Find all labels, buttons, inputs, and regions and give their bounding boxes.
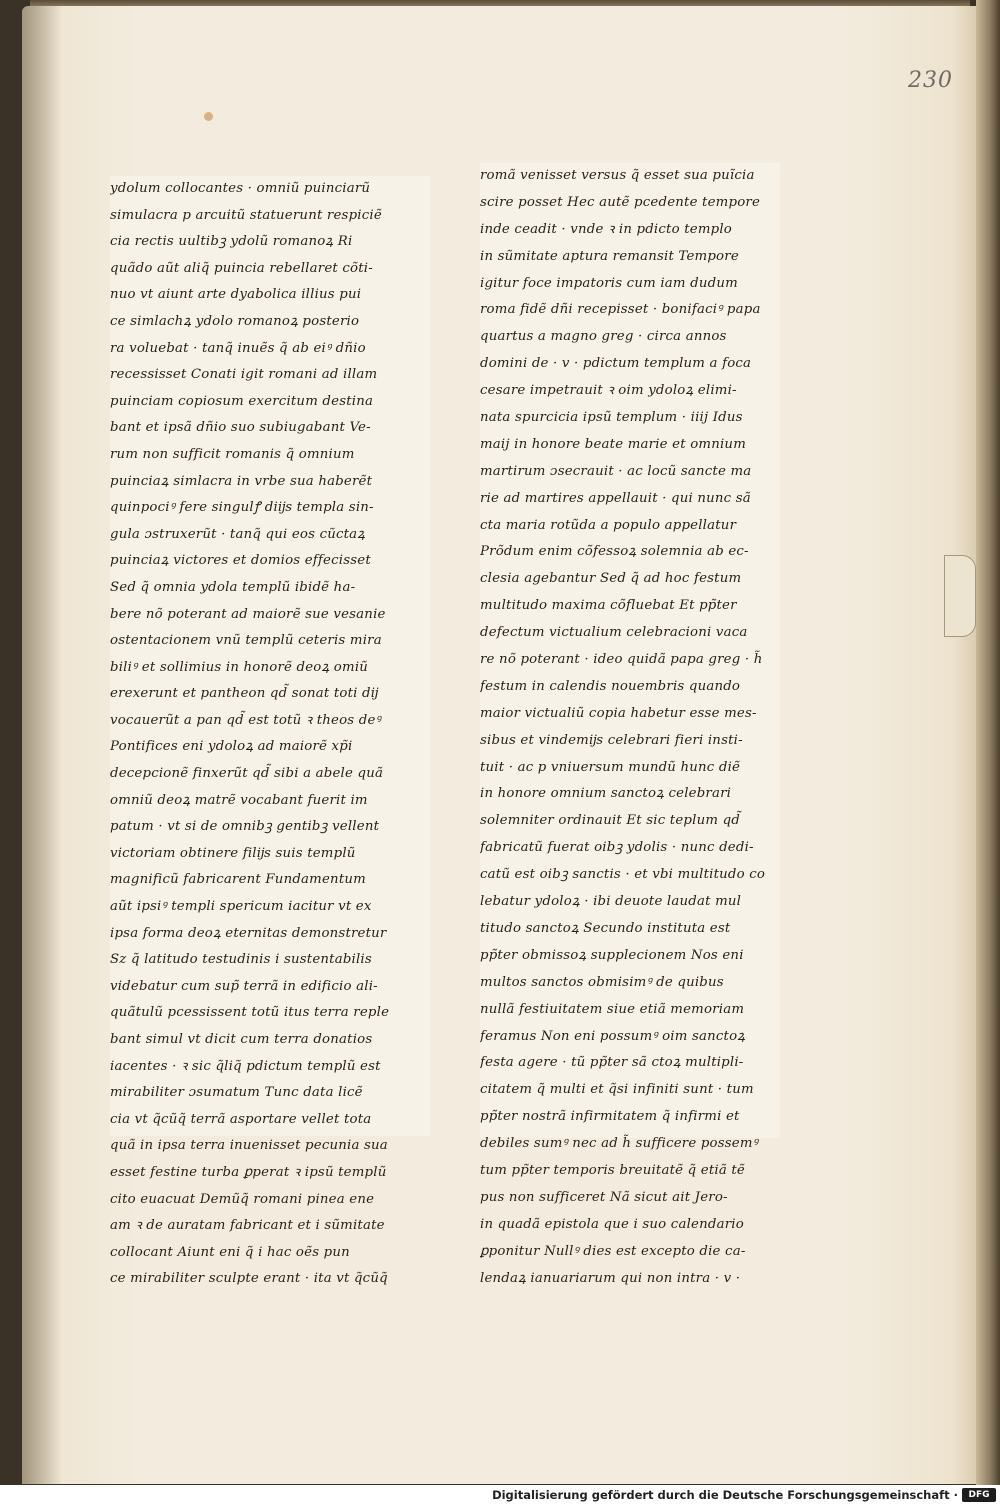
text-line: lebatur ydoloꝝ · ibi deuote laudat mul xyxy=(480,894,742,910)
text-line: citatem q̃ multi et q̃si infiniti sunt · tum xyxy=(480,1082,754,1098)
text-line: quartus a magno greg · circa annos xyxy=(480,329,727,345)
text-line: nata spurcicia ipsũ templum · iiij Idus xyxy=(480,410,743,426)
text-line: am ꝛ de auratam fabricant et i sũmitate xyxy=(110,1218,385,1234)
text-line: tum pp̃ter temporis breuitatẽ q̃ etiã tẽ xyxy=(480,1162,745,1178)
text-line: ra voluebat · tanq̃ inuẽs q̃ ab eiꝰ dñio xyxy=(110,340,366,356)
text-line: magnificũ fabricarent Fundamentum xyxy=(110,872,366,888)
text-line: ipsa forma deoꝝ eternitas demonstretur xyxy=(110,925,387,941)
text-line: pp̃ter nostrã infirmitatem q̃ infirmi et xyxy=(480,1109,740,1125)
text-line: quãtulũ pcessissent totũ itus terra reple xyxy=(110,1005,390,1021)
gutter-shadow xyxy=(22,6,62,1484)
text-line: Prõdum enim cõfessoꝝ solemnia ab ec- xyxy=(480,544,749,560)
text-line: in honore omnium sanctoꝝ celebrari xyxy=(480,786,732,802)
text-line: simulacra p arcuitũ statuerunt respiciẽ xyxy=(110,207,382,223)
text-line: nuo vt aiunt arte dyabolica illius pui xyxy=(110,287,362,303)
text-line: quinpociꝰ fere singulꝭ diĳs templa sin- xyxy=(110,500,374,516)
text-line: in sũmitate aptura remansit Tempore xyxy=(480,248,739,264)
footer-credit: Digitalisierung gefördert durch die Deutsche Forschungsgemeinschaft · xyxy=(492,1488,958,1502)
text-line: maior victualiũ copia habetur esse mes- xyxy=(480,705,757,721)
text-line: ydolum collocantes · omniũ puinciarũ xyxy=(110,181,371,196)
page-tab-marker xyxy=(944,555,976,637)
text-line: ce simlachꝝ ydolo romanoꝝ posterio xyxy=(110,313,360,329)
text-line: omniũ deoꝝ matrẽ vocabant fuerit im xyxy=(110,792,368,808)
text-line: titudo sanctoꝝ Secundo instituta est xyxy=(480,920,731,936)
dfg-logo: DFG xyxy=(962,1488,996,1502)
text-line: igitur foce impatoris cum iam dudum xyxy=(480,275,738,291)
text-line: defectum victualium celebracioni vaca xyxy=(480,625,748,641)
text-line: martirum ɔsecrauit · ac locũ sancte ma xyxy=(480,463,752,479)
text-line: bant et ipsã dñio suo subiugabant Ve- xyxy=(110,420,371,436)
text-line: multos sanctos obmisimꝰ de quibus xyxy=(480,974,724,990)
text-line: puinciaꝝ victores et domios effecisset xyxy=(110,553,371,569)
text-line: videbatur cum sup̃ terrã in edificio ali- xyxy=(110,978,378,994)
text-line: tuit · ac p vniuersum mundũ hunc diẽ xyxy=(480,759,741,775)
text-line: quã in ipsa terra inuenisset pecunia sua xyxy=(110,1138,388,1154)
text-line: cesare impetrauit ꝛ oim ydoloꝝ elimi- xyxy=(480,383,737,399)
text-line: collocant Aiunt eni q̃ i hac oẽs pun xyxy=(110,1244,350,1260)
text-column-left xyxy=(110,176,430,1287)
text-line: solemniter ordinauit Et sic teplum qd̃ xyxy=(480,813,741,829)
text-line: maij in honore beate marie et omnium xyxy=(480,436,747,452)
text-line: ꝑponitur Nullꝰ dies est excepto die ca- xyxy=(480,1243,746,1259)
text-line: ce mirabiliter sculpte erant · ita vt q̃cũq̃ xyxy=(110,1271,388,1287)
text-line: gula ɔstruxerũt · tanq̃ qui eos cũctaꝝ xyxy=(110,526,366,542)
text-line: aũt ipsiꝰ templi spericum iacitur vt ex xyxy=(110,899,372,915)
text-line: Pontifices eni ydoloꝝ ad maiorẽ xp̃i xyxy=(110,739,353,755)
text-line: scire posset Hec autẽ pcedente tempore xyxy=(480,194,761,210)
text-line: clesia agebantur Sed q̃ ad hoc festum xyxy=(480,571,742,587)
text-line: recessisset Conati igit romani ad illam xyxy=(110,367,378,383)
text-line: biliꝰ et sollimius in honorẽ deoꝝ omiũ xyxy=(110,659,369,675)
text-line: festa agere · tũ pp̃ter sã ctoꝝ multipli- xyxy=(480,1055,744,1071)
text-line: rum non sufficit romanis q̃ omnium xyxy=(110,446,355,462)
text-line: mirabiliter ɔsumatum Tunc data licẽ xyxy=(110,1085,363,1101)
text-line: cia vt q̃cũq̃ terrã asportare vellet tota xyxy=(110,1111,372,1127)
text-line: puinciaꝝ simlacra in vrbe sua haberẽt xyxy=(110,473,373,489)
text-line: quãdo aũt aliq̃ puincia rebellaret cõti- xyxy=(110,260,373,276)
text-line: debiles sumꝰ nec ad h̃ sufficere possemꝰ xyxy=(480,1136,758,1152)
text-line: re nõ poterant · ideo quidã papa greg · h̃ xyxy=(480,652,763,668)
text-line: in quadã epistola que i suo calendario xyxy=(480,1216,744,1232)
folio-number: 230 xyxy=(908,68,953,93)
text-line: romã venisset versus q̃ esset sua puĩcia xyxy=(480,168,755,183)
text-line: pus non sufficeret Nã sicut ait Jero- xyxy=(480,1189,728,1205)
text-line: victoriam obtinere filĳs suis templũ xyxy=(110,845,356,861)
text-line: esset festine turba ꝑperat ꝛ ipsũ templũ xyxy=(110,1164,387,1180)
text-line: decepcionẽ finxerũt qd̃ sibi a abele quã xyxy=(110,766,384,782)
text-line: Sed q̃ omnia ydola templũ ibidẽ ha- xyxy=(110,579,356,595)
text-column-right xyxy=(480,163,780,1286)
text-line: cito euacuat Demũq̃ romani pinea ene xyxy=(110,1191,375,1207)
text-line: roma fidẽ dñi recepisset · bonifaciꝰ papa xyxy=(480,302,761,318)
text-line: ostentacionem vnũ templũ ceteris mira xyxy=(110,633,382,649)
text-line: multitudo maxima cõfluebat Et pp̃ter xyxy=(480,598,737,614)
text-line: pp̃ter obmissoꝝ supplecionem Nos eni xyxy=(480,947,744,963)
ink-stain xyxy=(204,112,213,121)
text-line: lendaꝝ ianuariarum qui non intra · v · xyxy=(480,1270,741,1286)
text-line: patum · vt si de omnibꝫ gentibꝫ vellent xyxy=(110,819,380,835)
text-line: cia rectis uultibꝫ ydolũ romanoꝝ Ri xyxy=(110,234,353,250)
text-line: bere nõ poterant ad maiorẽ sue vesanie xyxy=(110,606,386,622)
text-line: catũ est oibꝫ sanctis · et vbi multitudo co xyxy=(480,867,766,883)
book-right-edge xyxy=(976,0,1000,1485)
text-line: feramus Non eni possumꝰ oim sanctoꝝ xyxy=(480,1028,746,1044)
text-line: rie ad martires appellauit · qui nunc sã xyxy=(480,490,751,506)
text-line: nullã festiuitatem siue etiã memoriam xyxy=(480,1001,745,1017)
text-line: festum in calendis nouembris quando xyxy=(480,678,741,694)
text-line: vocauerũt a pan qd̃ est totũ ꝛ theos deꝰ xyxy=(110,712,381,728)
text-line: cta maria rotũda a populo appellatur xyxy=(480,517,737,533)
text-line: inde ceadit · vnde ꝛ in pdicto templo xyxy=(480,221,733,237)
text-line: domini de · v · pdictum templum a foca xyxy=(480,356,752,372)
text-line: fabricatũ fuerat oibꝫ ydolis · nunc dedi- xyxy=(480,840,754,856)
text-line: Sz q̃ latitudo testudinis i sustentabilis xyxy=(110,952,372,968)
text-line: sibus et vindemĳs celebrari fieri insti- xyxy=(480,732,743,748)
text-line: bant simul vt dicit cum terra donatios xyxy=(110,1032,373,1047)
text-line: puinciam copiosum exercitum destina xyxy=(110,393,374,409)
text-line: iacentes · ꝛ sic q̃liq̃ pdictum templũ est xyxy=(110,1058,381,1074)
text-line: erexerunt et pantheon qd̃ sonat toti dĳ xyxy=(110,686,379,702)
footer-bar xyxy=(0,1485,1000,1505)
